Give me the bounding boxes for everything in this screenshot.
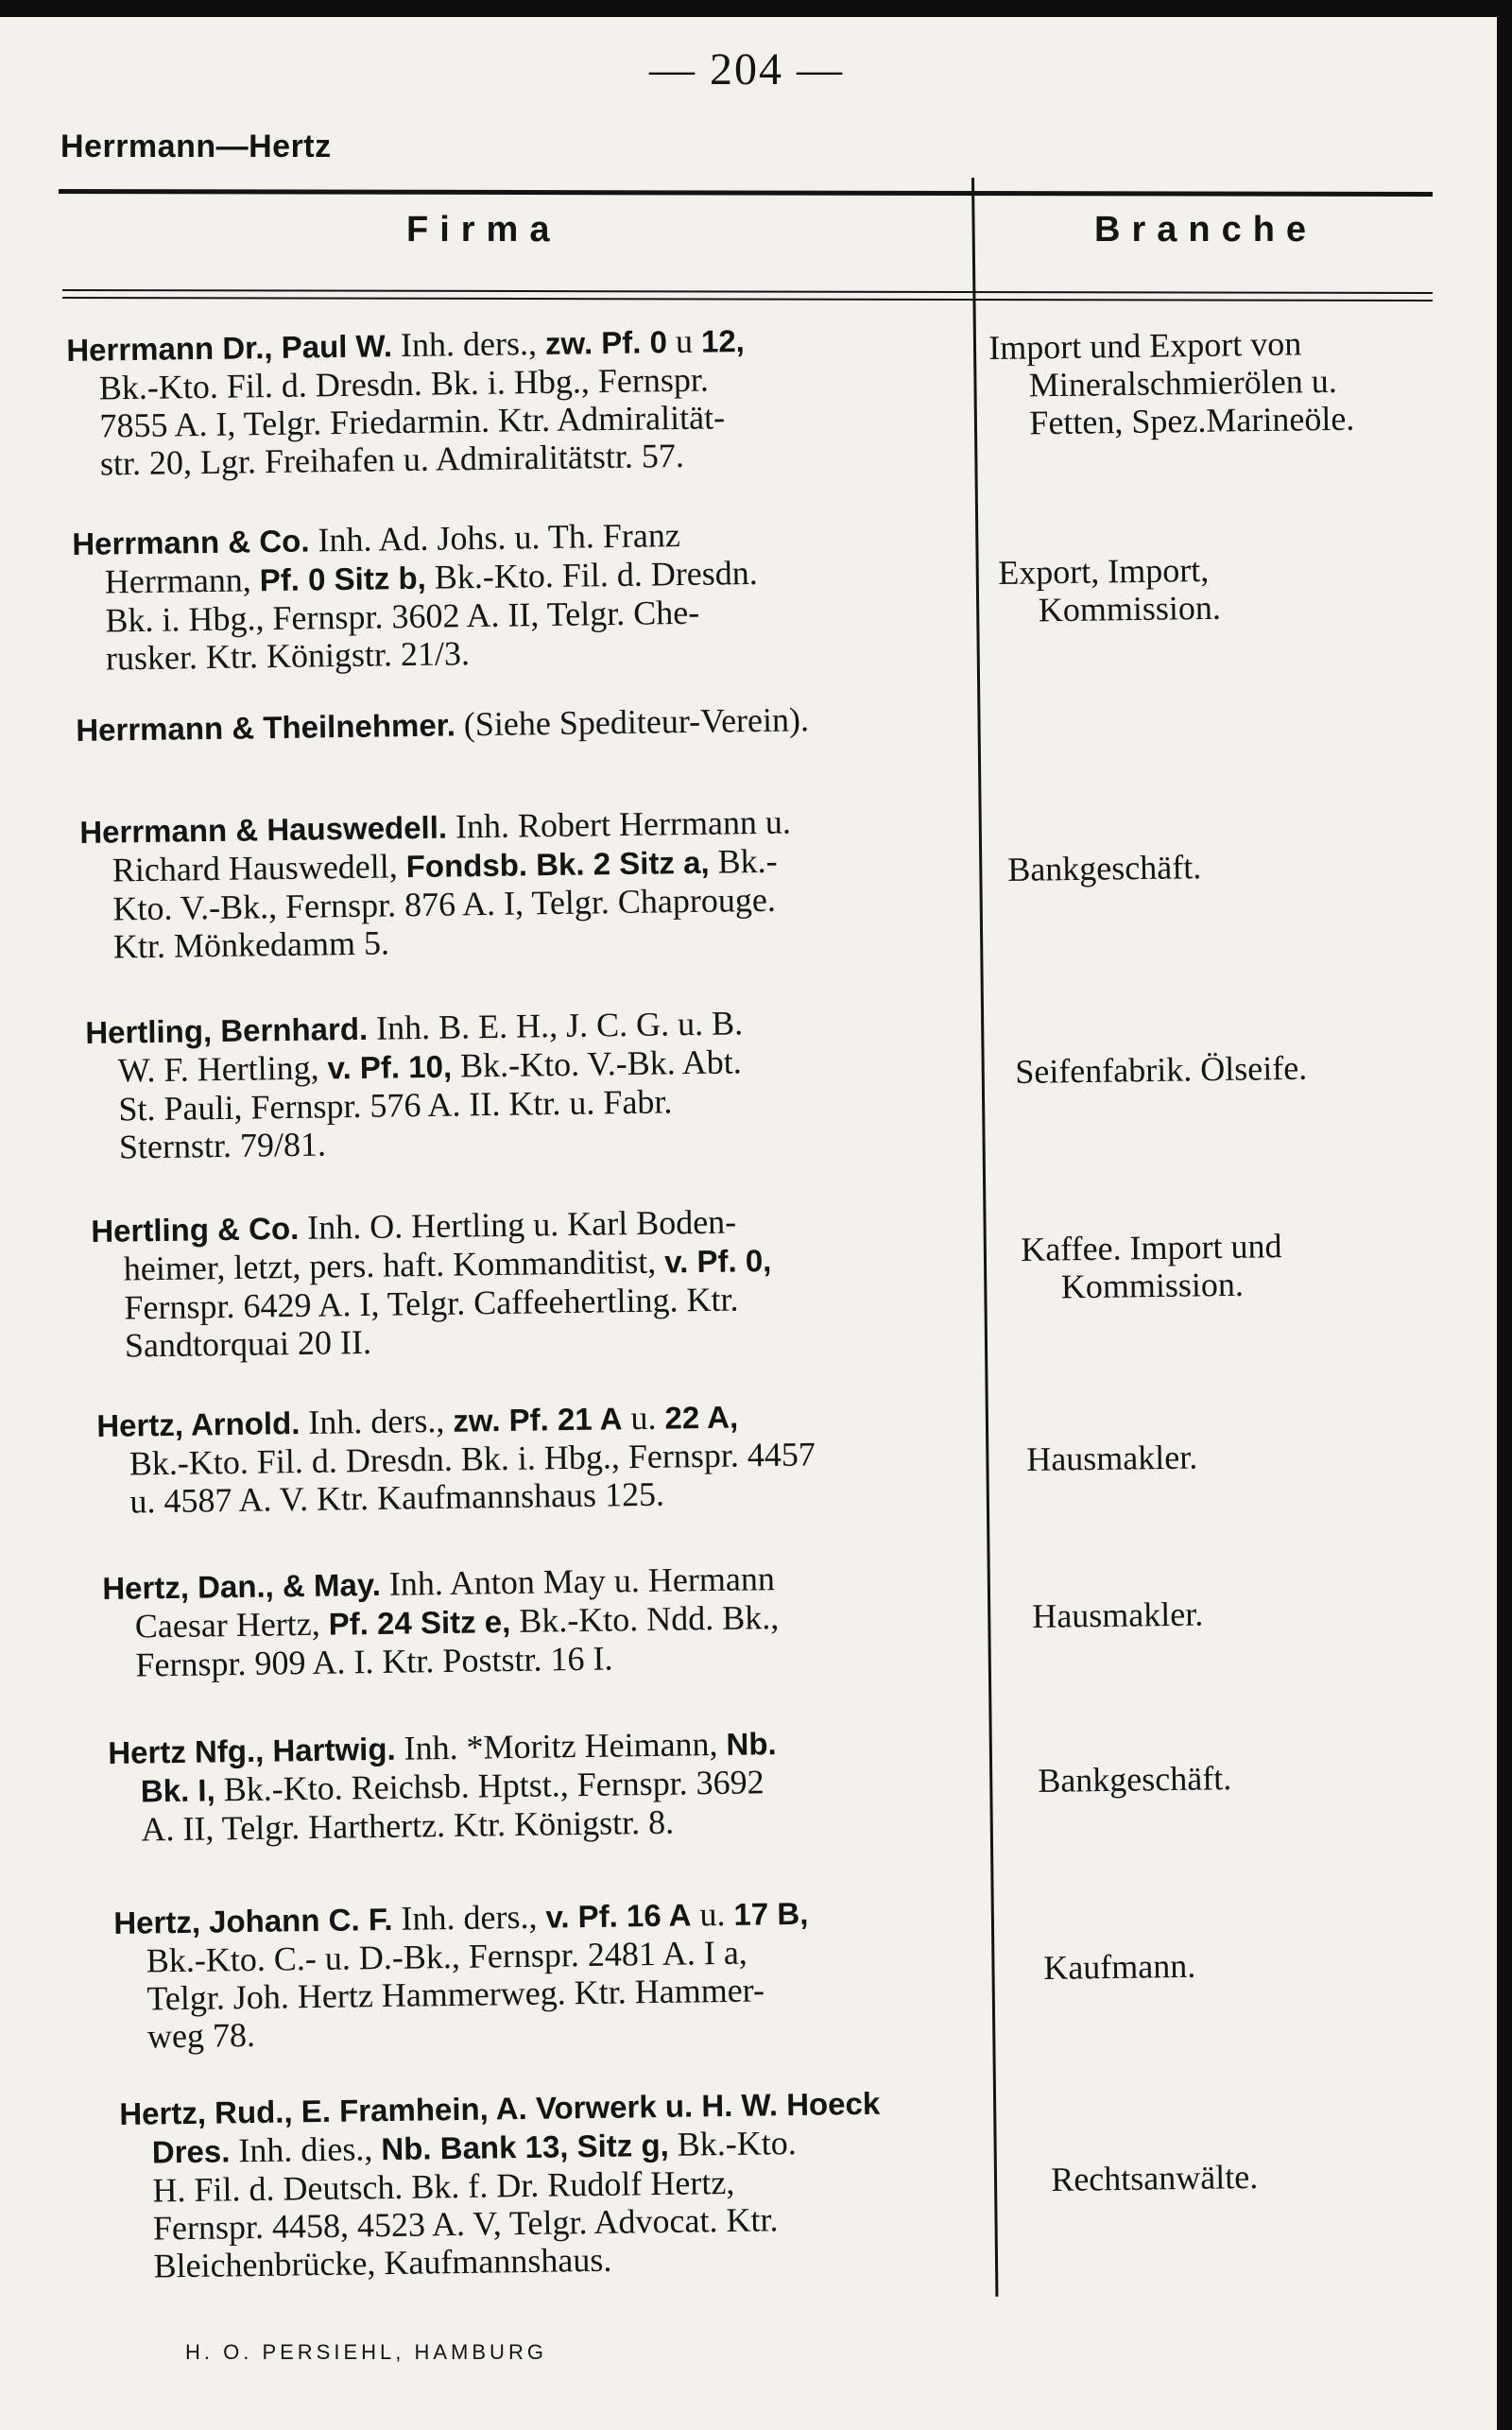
text: Inh. ders., [391, 323, 546, 365]
column-header-branche: Branche [1094, 210, 1318, 250]
bold-text: Dres. [151, 2133, 231, 2170]
text: Bk.-Kto. V.-Bk. Abt. [451, 1043, 743, 1085]
text: Inh. ders., [392, 1897, 546, 1938]
branche-line: Kaufmann. [1043, 1946, 1196, 1987]
bold-text: Pf. 24 Sitz e, [328, 1603, 511, 1642]
firm-entry [66, 321, 747, 483]
branche-entry [1051, 2158, 1258, 2198]
bold-text: Hertling & Co. [91, 1210, 300, 1249]
firm-entry [85, 1004, 745, 1166]
text: H. Fil. d. Deutsch. Bk. f. Dr. Rudolf Hertz, [152, 2163, 735, 2210]
text: Fernspr. 4458, 4523 A. V, Telgr. Advocat. Ktr. [152, 2200, 779, 2248]
firm-entry [108, 1724, 778, 1849]
double-rule [62, 289, 1433, 302]
text: Sandtorquai 20 II. [124, 1322, 372, 1365]
branche-line: Mineralschmierölen u. [1028, 361, 1337, 405]
text: Bk.- [709, 841, 778, 881]
text: Ktr. Mönkedamm 5. [112, 923, 390, 966]
branche-entry [1043, 1947, 1195, 1987]
branche-entry [1032, 1594, 1203, 1635]
bold-text: Hertz Nfg., Hartwig. [108, 1731, 396, 1770]
text: Bk.-Kto. C.- u. D.-Bk., Fernspr. 2481 A. I a, [146, 1933, 748, 1980]
bold-text: 17 B, [733, 1895, 809, 1932]
bold-text: 12, [700, 322, 746, 359]
firm-name-line [76, 700, 809, 750]
branche-line: Hausmakler. [1026, 1438, 1198, 1478]
bold-text: Hertz, Rud., E. Framhein, A. Vorwerk u. H. W. Hoeck [119, 2085, 881, 2131]
bold-text: Herrmann & Theilnehmer. [76, 707, 456, 748]
bold-text: Nb. Bank 13, Sitz g, [381, 2127, 670, 2167]
branche-line: Rechtsanwälte. [1051, 2157, 1259, 2198]
text: u [666, 321, 702, 361]
text: Sternstr. 79/81. [118, 1125, 327, 1166]
text: rusker. Ktr. Königstr. 21/3. [105, 634, 471, 678]
firm-entry [91, 1202, 773, 1365]
firm-entry [102, 1560, 780, 1684]
text: Inh. ders., [300, 1401, 454, 1441]
firm-detail-line [87, 1119, 745, 1166]
branche-line: Export, Import, [998, 550, 1210, 592]
branche-entry [1007, 848, 1201, 888]
branche-entry [1015, 1049, 1307, 1091]
text: 7855 A. I, Telgr. Friedarmin. Ktr. Admiralität- [99, 398, 726, 445]
firm-entry [76, 700, 809, 750]
text: A. II, Telgr. Harthertz. Ktr. Königstr. 8. [141, 1802, 675, 1849]
bold-text: Herrmann & Co. [72, 523, 310, 561]
bold-text: zw. Pf. 0 [544, 324, 668, 361]
bold-text: zw. Pf. 21 A [453, 1401, 623, 1439]
branche-entry [1026, 1438, 1197, 1478]
bold-text: Hertz, Johann C. F. [113, 1901, 393, 1940]
text: St. Pauli, Fernspr. 576 A. II. Ktr. u. Fabr. [118, 1082, 673, 1129]
branche-entry [998, 551, 1221, 629]
branche-line: Hausmakler. [1032, 1594, 1204, 1635]
branche-line: Bankgeschäft. [1007, 848, 1202, 888]
bold-text: v. Pf. 10, [327, 1048, 453, 1086]
bold-text: Fondsb. Bk. 2 Sitz a, [405, 844, 710, 885]
branche-line: Kommission. [1060, 1265, 1245, 1306]
text: Bk.-Kto. Fil. d. Dresdn. [425, 553, 759, 596]
text: Richard Hauswedell, [112, 847, 407, 889]
text: Inh. *Moritz Heimann, [395, 1724, 727, 1767]
header-rule [59, 189, 1433, 197]
branche-line: Kaffee. Import und [1021, 1227, 1282, 1268]
text: u. 4587 A. V. Ktr. Kaufmannshaus 125. [129, 1474, 665, 1521]
branche-line: Bankgeschäft. [1038, 1759, 1232, 1800]
text: Bk. i. Hbg., Fernspr. 3602 A. II, Telgr. Che- [105, 593, 700, 640]
text: u. [691, 1894, 734, 1934]
bold-text: 22 A, [664, 1399, 739, 1436]
text: W. F. Hertling, [117, 1048, 328, 1090]
text: Bk.-Kto. Fil. d. Dresdn. Bk. i. Hbg., Fernspr. [98, 360, 710, 407]
printer-imprint: H. O. PERSIEHL, HAMBURG [185, 2340, 547, 2364]
text: Bk.-Kto. [668, 2123, 798, 2163]
firm-detail-line [103, 1637, 780, 1684]
column-header-firma: Firma [406, 210, 561, 250]
text: str. 20, Lgr. Freihafen u. Admiralitätstr. 57. [99, 436, 685, 483]
bold-text: Herrmann & Hauswedell. [79, 809, 448, 850]
text: Herrmann, [104, 560, 261, 601]
column-divider [971, 178, 998, 2297]
firm-entry [96, 1396, 816, 1521]
firm-detail-line [109, 1801, 778, 1849]
branche-line: Kommission. [1038, 588, 1222, 629]
scan-edge-right [1497, 0, 1512, 2430]
bold-text: Bk. I, [140, 1772, 215, 1809]
text: Inh. Ad. Johs. u. Th. Franz [309, 516, 681, 560]
text: Bk.-Kto. Reichsb. Hptst., Fernspr. 3692 [215, 1763, 765, 1809]
bold-text: Hertz, Arnold. [96, 1405, 301, 1443]
text: Fernspr. 6429 A. I, Telgr. Caffeehertling. Ktr. [124, 1280, 739, 1327]
text: Bleichenbrücke, Kaufmannshaus. [153, 2240, 612, 2285]
firm-entry [79, 802, 793, 965]
text: Bk.-Kto. Fil. d. Dresdn. Bk. i. Hbg., Fernspr. 4457 [129, 1435, 816, 1483]
text: heimer, letzt, pers. haft. Kommanditist, [123, 1242, 665, 1288]
bold-text: v. Pf. 0, [663, 1242, 772, 1280]
text: (Siehe Spediteur-Verein). [455, 700, 810, 744]
firm-entry [113, 1894, 810, 2056]
branche-line: Seifenfabrik. Ölseife. [1015, 1048, 1308, 1091]
scan-edge-top [0, 0, 1512, 17]
bold-text: Hertling, Bernhard. [85, 1010, 369, 1050]
bold-text: Nb. [726, 1726, 777, 1762]
branche-entry [1021, 1227, 1282, 1306]
running-head: Herrmann—Hertz [60, 129, 332, 164]
text: Inh. Anton May u. Hermann [380, 1560, 776, 1603]
text: Inh. dies., [230, 2129, 382, 2170]
text: Caesar Hertz, [134, 1604, 329, 1646]
bold-text: Pf. 0 Sitz b, [259, 560, 427, 598]
firm-entry [72, 515, 759, 678]
branche-line: Fetten, Spez.Marineöle. [1029, 399, 1355, 442]
text: Telgr. Joh. Hertz Hammerweg. Ktr. Hammer- [146, 1971, 765, 2018]
text: Inh. B. E. H., J. C. G. u. B. [367, 1004, 744, 1047]
branche-entry [988, 324, 1355, 442]
text: weg 78. [146, 2015, 256, 2056]
text: u. [622, 1398, 665, 1438]
text: Inh. O. Hertling u. Karl Boden- [298, 1202, 737, 1247]
branche-line: Import und Export von [988, 324, 1302, 367]
bold-text: Herrmann Dr., Paul W. [66, 328, 393, 368]
bold-text: Hertz, Dan., & May. [102, 1566, 382, 1606]
text: Inh. Robert Herrmann u. [446, 802, 792, 846]
firm-entry [119, 2084, 883, 2285]
bold-text: v. Pf. 16 A [545, 1897, 692, 1935]
text: Kto. V.-Bk., Fernspr. 876 A. I, Telgr. Chaprouge. [112, 880, 777, 928]
page-number: — 204 — [649, 44, 844, 95]
branche-entry [1038, 1759, 1231, 1800]
text: Bk.-Kto. Ndd. Bk., [509, 1598, 780, 1640]
text: Fernspr. 909 A. I. Ktr. Poststr. 16 I. [135, 1639, 613, 1684]
